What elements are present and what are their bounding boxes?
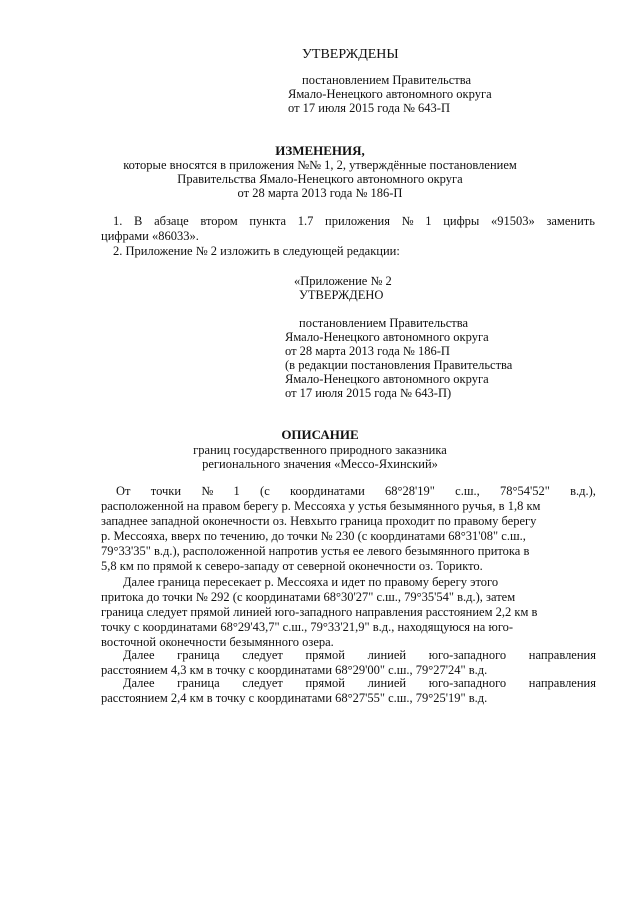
word: втором	[200, 214, 238, 228]
word: прямой	[305, 676, 345, 690]
word: линией	[367, 648, 407, 662]
word: пункта	[249, 214, 287, 228]
paragraph-3-line	[123, 648, 596, 663]
appendix-line: от 17 июля 2015 года № 643-П)	[285, 386, 452, 400]
word: заменить	[546, 214, 595, 228]
word: 78°54'52"	[499, 484, 550, 498]
appendix-line: «Приложение № 2	[294, 274, 392, 288]
item-1-line	[113, 214, 595, 229]
paragraph-1-line: расположенной на правом берегу р. Мессояха у устья безымянного ручья, в 1,8 км	[101, 499, 541, 513]
word: с.ш.,	[455, 484, 480, 498]
word: В	[134, 214, 143, 228]
appendix-line: от 28 марта 2013 года № 186-П	[285, 344, 450, 358]
appendix-line: постановлением Правительства	[299, 316, 469, 330]
word: №	[401, 214, 414, 228]
word: линией	[367, 676, 407, 690]
changes-title: ИЗМЕНЕНИЯ,	[275, 143, 365, 158]
approval-line: от 17 июля 2015 года № 643-П	[288, 101, 450, 115]
word: Далее	[123, 648, 155, 662]
paragraph-4-line: расстоянием 2,4 км в точку с координатами 68°27'55" с.ш., 79°25'19" в.д.	[101, 691, 488, 705]
appendix-line: УТВЕРЖДЕНО	[299, 288, 384, 302]
description-title: ОПИСАНИЕ	[281, 427, 359, 442]
appendix-line: Ямало-Ненецкого автономного округа	[285, 330, 489, 344]
word: Далее	[123, 676, 155, 690]
word: направления	[528, 676, 596, 690]
item-1-line: цифрами «86033».	[101, 229, 199, 243]
word: юго-западного	[428, 648, 507, 662]
word: направления	[528, 648, 596, 662]
approval-line: Ямало-Ненецкого автономного округа	[288, 87, 492, 101]
word: следует	[242, 648, 283, 662]
word: юго-западного	[428, 676, 507, 690]
changes-subtitle-line: которые вносятся в приложения №№ 1, 2, утверждённые постановлением	[123, 158, 517, 172]
word: цифры	[443, 214, 480, 228]
word: №	[201, 484, 214, 498]
approval-line: постановлением Правительства	[302, 73, 472, 87]
word: точки	[150, 484, 182, 498]
word: 1.7	[297, 214, 314, 228]
changes-subtitle-line: от 28 марта 2013 года № 186-П	[237, 186, 403, 200]
word: От	[116, 484, 131, 498]
item-2: 2. Приложение № 2 изложить в следующей редакции:	[113, 244, 400, 258]
word: абзаце	[154, 214, 189, 228]
appendix-line: Ямало-Ненецкого автономного округа	[285, 372, 489, 386]
word: в.д.),	[570, 484, 596, 498]
paragraph-2-line: Далее граница пересекает р. Мессояха и идет по правому берегу этого	[123, 575, 499, 589]
word: следует	[242, 676, 283, 690]
paragraph-4-line	[123, 676, 596, 691]
paragraph-2-line: точку с координатами 68°29'43,7" с.ш., 79°33'21,9" в.д., находящуюся на юго-	[101, 620, 514, 634]
word: 1	[233, 484, 240, 498]
paragraph-2-line: восточной оконечности безымянного озера.	[101, 635, 334, 649]
approval-heading: УТВЕРЖДЕНЫ	[302, 47, 399, 62]
paragraph-3-line: расстоянием 4,3 км в точку с координатами 68°29'00" с.ш., 79°27'24" в.д.	[101, 663, 488, 677]
word: 1.	[113, 214, 123, 228]
appendix-line: (в редакции постановления Правительства	[285, 358, 513, 372]
changes-subtitle-line: Правительства Ямало-Ненецкого автономного округа	[177, 172, 463, 186]
word: прямой	[305, 648, 345, 662]
paragraph-1-line: 5,8 км по прямой к северо-западу от северной оконечности оз. Торикто.	[101, 559, 483, 573]
word: координатами	[290, 484, 365, 498]
word: 68°28'19"	[385, 484, 435, 498]
paragraph-1-line: р. Мессояха, вверх по течению, до точки № 230 (с координатами 68°31'08" с.ш.,	[101, 529, 526, 543]
word: приложения	[325, 214, 390, 228]
paragraph-1-line: 79°33'35" в.д.), расположенной напротив устья ее левого безымянного притока в	[101, 544, 530, 558]
word: «91503»	[491, 214, 535, 228]
word: граница	[177, 648, 220, 662]
word: (с	[260, 484, 270, 498]
paragraph-2-line: притока до точки № 292 (с координатами 68°30'27" с.ш., 79°35'54" в.д.), затем	[101, 590, 516, 604]
word: граница	[177, 676, 220, 690]
paragraph-2-line: граница следует прямой линией юго-западного направления расстоянием 2,2 км в	[101, 605, 538, 619]
word: 1	[425, 214, 432, 228]
paragraph-1-line	[116, 484, 596, 499]
paragraph-1-line: западнее западной оконечности оз. Невхыто граница проходит по правому берегу	[101, 514, 537, 528]
description-subtitle-line: регионального значения «Мессо-Яхинский»	[202, 457, 438, 471]
description-subtitle-line: границ государственного природного заказника	[193, 443, 447, 457]
